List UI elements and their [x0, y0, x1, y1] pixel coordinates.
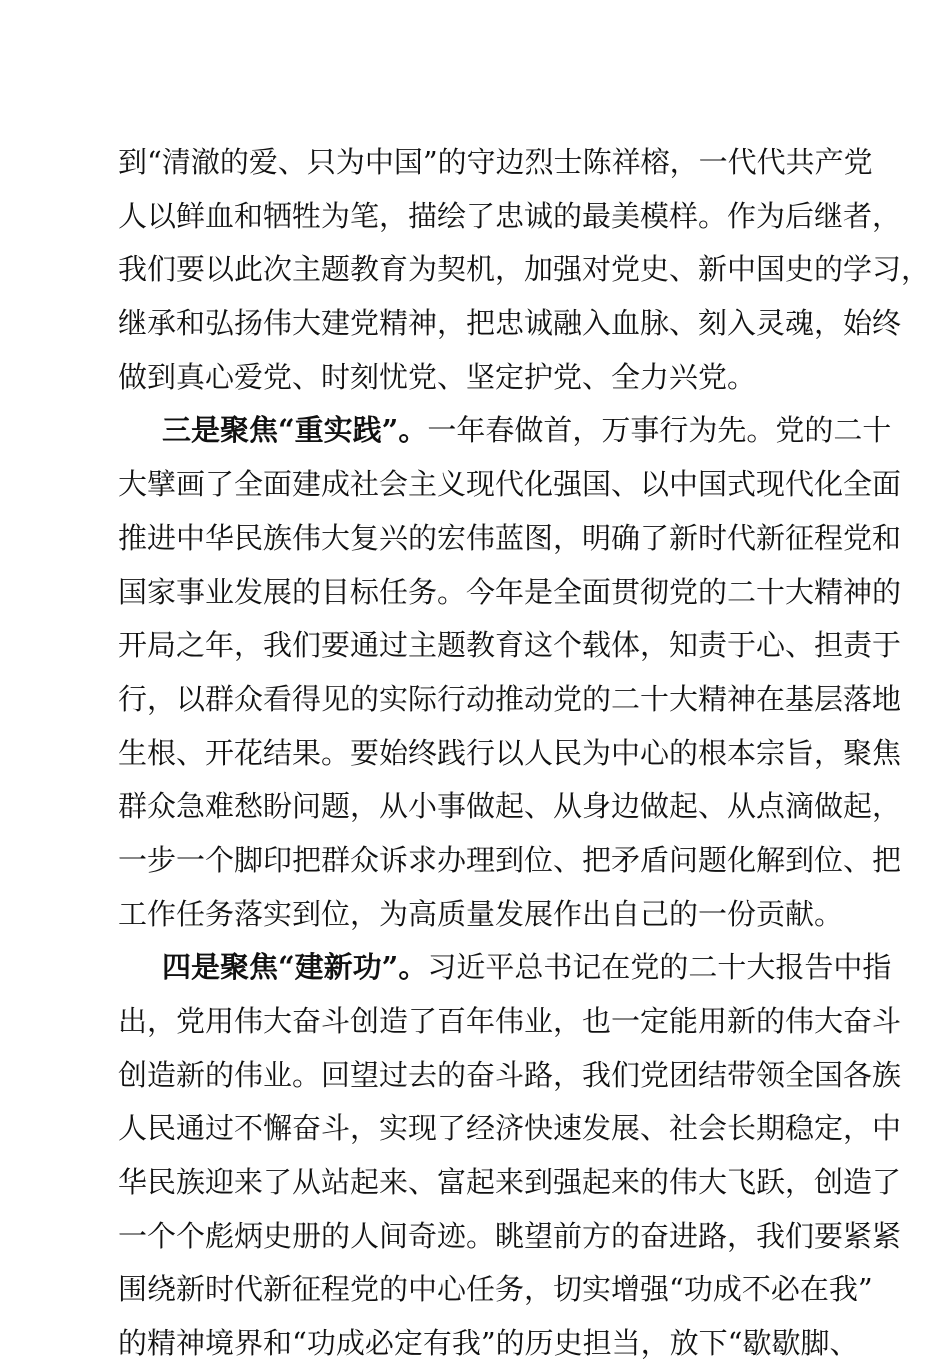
text-line: 生根、开花结果。要始终践行以人民为中心的根本宗旨，聚焦 [118, 735, 902, 770]
paragraph-first-line-text: 一年春做首，万事行为先。党的二十 [427, 413, 892, 448]
text-line: 做到真心爱党、时刻忧党、坚定护党、全力兴党。 [118, 359, 757, 394]
text-line: 大擘画了全面建成社会主义现代化强国、以中国式现代化全面 [118, 467, 902, 502]
text-line: 群众急难愁盼问题，从小事做起、从身边做起、从点滴做起， [118, 789, 902, 824]
document-body [118, 136, 931, 1371]
text-line: 我们要以此次主题教育为契机，加强对党史、新中国史的学习， [118, 252, 931, 287]
paragraph-3 [118, 941, 902, 1371]
text-line: 到“清澈的爱、只为中国”的守边烈士陈祥榕，一代代共产党 [118, 145, 873, 179]
paragraph-1 [118, 136, 931, 404]
text-line: 人以鲜血和牺牲为笔，描绘了忠诚的最美模样。作为后继者， [118, 198, 902, 233]
text-line: 的精神境界和“功成必定有我”的历史担当，放下“歇歇脚、 [118, 1326, 859, 1361]
paragraph-first-line-text: 习近平总书记在党的二十大报告中指 [427, 950, 892, 985]
text-line: 国家事业发展的目标任务。今年是全面贯彻党的二十大精神的 [118, 574, 902, 609]
text-line: 华民族迎来了从站起来、富起来到强起来的伟大飞跃，创造了 [118, 1165, 902, 1200]
text-line: 行，以群众看得见的实际行动推动党的二十大精神在基层落地 [118, 681, 902, 716]
text-line: 一步一个脚印把群众诉求办理到位、把矛盾问题化解到位、把 [118, 842, 902, 877]
paragraph-lead-heading: 四是聚焦“建新功”。 [162, 950, 428, 985]
paragraph-2 [118, 404, 902, 941]
text-line: 开局之年，我们要通过主题教育这个载体，知责于心、担责于 [118, 628, 902, 663]
text-line: 工作任务落实到位，为高质量发展作出自己的一份贡献。 [118, 896, 844, 931]
text-line: 围绕新时代新征程党的中心任务，切实增强“功成不必在我” [118, 1272, 873, 1307]
text-line: 创造新的伟业。回望过去的奋斗路，我们党团结带领全国各族 [118, 1057, 902, 1092]
text-line: 人民通过不懈奋斗，实现了经济快速发展、社会长期稳定，中 [118, 1111, 902, 1146]
text-line: 推进中华民族伟大复兴的宏伟蓝图，明确了新时代新征程党和 [118, 520, 902, 555]
paragraph-first-line [118, 404, 892, 458]
text-line: 出，党用伟大奋斗创造了百年伟业，也一定能用新的伟大奋斗 [118, 1004, 902, 1038]
text-line: 继承和弘扬伟大建党精神，把忠诚融入血脉、刻入灵魂，始终 [118, 306, 902, 341]
paragraph-lead-heading: 三是聚焦“重实践”。 [162, 413, 428, 448]
paragraph-first-line [118, 941, 892, 995]
text-line: 一个个彪炳史册的人间奇迹。眺望前方的奋进路，我们要紧紧 [118, 1218, 902, 1253]
